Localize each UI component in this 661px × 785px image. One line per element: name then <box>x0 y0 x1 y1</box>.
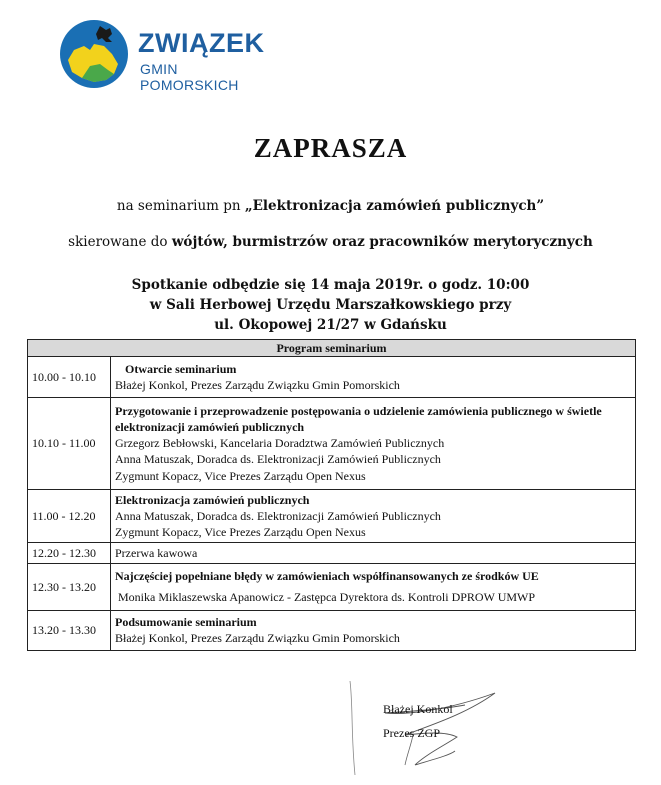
row-title: Elektronizacja zamówień publicznych <box>115 492 310 507</box>
signature-block <box>345 675 505 785</box>
row-speaker: Błażej Konkol, Prezes Zarządu Związku Gmin Pomorskich <box>115 631 400 646</box>
association-logo <box>60 18 270 93</box>
meeting-address: ul. Okopowej 21/27 w Gdańsku <box>214 317 447 333</box>
row-title: Podsumowanie seminarium <box>115 615 257 630</box>
table-row <box>28 564 636 611</box>
row-speaker: Anna Matuszak, Doradca ds. Elektronizacji Zamówień Publicznych <box>115 452 441 467</box>
row-title: Otwarcie seminarium <box>125 361 237 376</box>
table-row <box>28 490 636 543</box>
signatory-name: Błażej Konkol <box>383 702 453 716</box>
logo-name-line1: ZWIĄZEK <box>138 28 265 58</box>
row-speaker: Anna Matuszak, Doradca ds. Elektronizacji Zamówień Publicznych <box>115 508 441 523</box>
seminar-name: „Elektronizacja zamówień publicznych” <box>244 198 545 214</box>
table-row <box>28 543 636 564</box>
signatory-role: Prezes ZGP <box>383 726 440 740</box>
program-header: Program seminarium <box>28 340 636 357</box>
logo-emblem <box>60 20 128 88</box>
row-title: Przygotowanie i przeprowadzenie postępowania o udzielenie zamówienia publicznego w świetle elektronizacji zamówień publicznych <box>115 403 602 434</box>
program-table <box>27 339 636 651</box>
table-row <box>28 398 636 490</box>
audience-groups: wójtów, burmistrzów oraz pracowników merytorycznych <box>171 234 593 250</box>
audience-prefix: skierowane do <box>68 234 172 250</box>
pomerania-map-icon <box>60 20 128 88</box>
row-speaker: Przerwa kawowa <box>115 545 198 560</box>
row-time: 11.00 - 12.20 <box>28 490 111 543</box>
page-title: ZAPRASZA <box>253 133 408 163</box>
logo-name-line2: GMIN POMORSKICH <box>140 61 239 93</box>
row-time: 10.00 - 10.10 <box>28 357 111 398</box>
seminar-intro <box>0 198 661 214</box>
row-speaker: Grzegorz Bebłowski, Kancelaria Doradztwa Zamówień Publicznych <box>115 435 445 450</box>
row-time: 12.30 - 13.20 <box>28 564 111 611</box>
row-time: 10.10 - 11.00 <box>28 398 111 490</box>
row-speaker: Zygmunt Kopacz, Vice Prezes Zarządu Open Nexus <box>115 468 366 483</box>
audience-line <box>0 234 661 250</box>
meeting-info <box>0 275 661 335</box>
row-speaker: Błażej Konkol, Prezes Zarządu Związku Gmin Pomorskich <box>115 377 400 392</box>
row-time: 13.20 - 13.30 <box>28 611 111 651</box>
intro-prefix: na seminarium pn <box>116 198 245 214</box>
meeting-venue: w Sali Herbowej Urzędu Marszałkowskiego przy <box>149 297 512 313</box>
row-time: 12.20 - 12.30 <box>28 543 111 564</box>
table-row <box>28 611 636 651</box>
row-title: Najczęściej popełniane błędy w zamówieniach współfinansowanych ze środków UE <box>115 569 539 584</box>
row-speaker: Zygmunt Kopacz, Vice Prezes Zarządu Open Nexus <box>115 525 366 539</box>
row-speaker: Monika Miklaszewska Apanowicz - Zastępca Dyrektora ds. Kontroli DPROW UMWP <box>118 590 536 605</box>
table-row <box>28 357 636 398</box>
meeting-date: Spotkanie odbędzie się 14 maja 2019r. o godz. 10:00 <box>131 277 530 293</box>
